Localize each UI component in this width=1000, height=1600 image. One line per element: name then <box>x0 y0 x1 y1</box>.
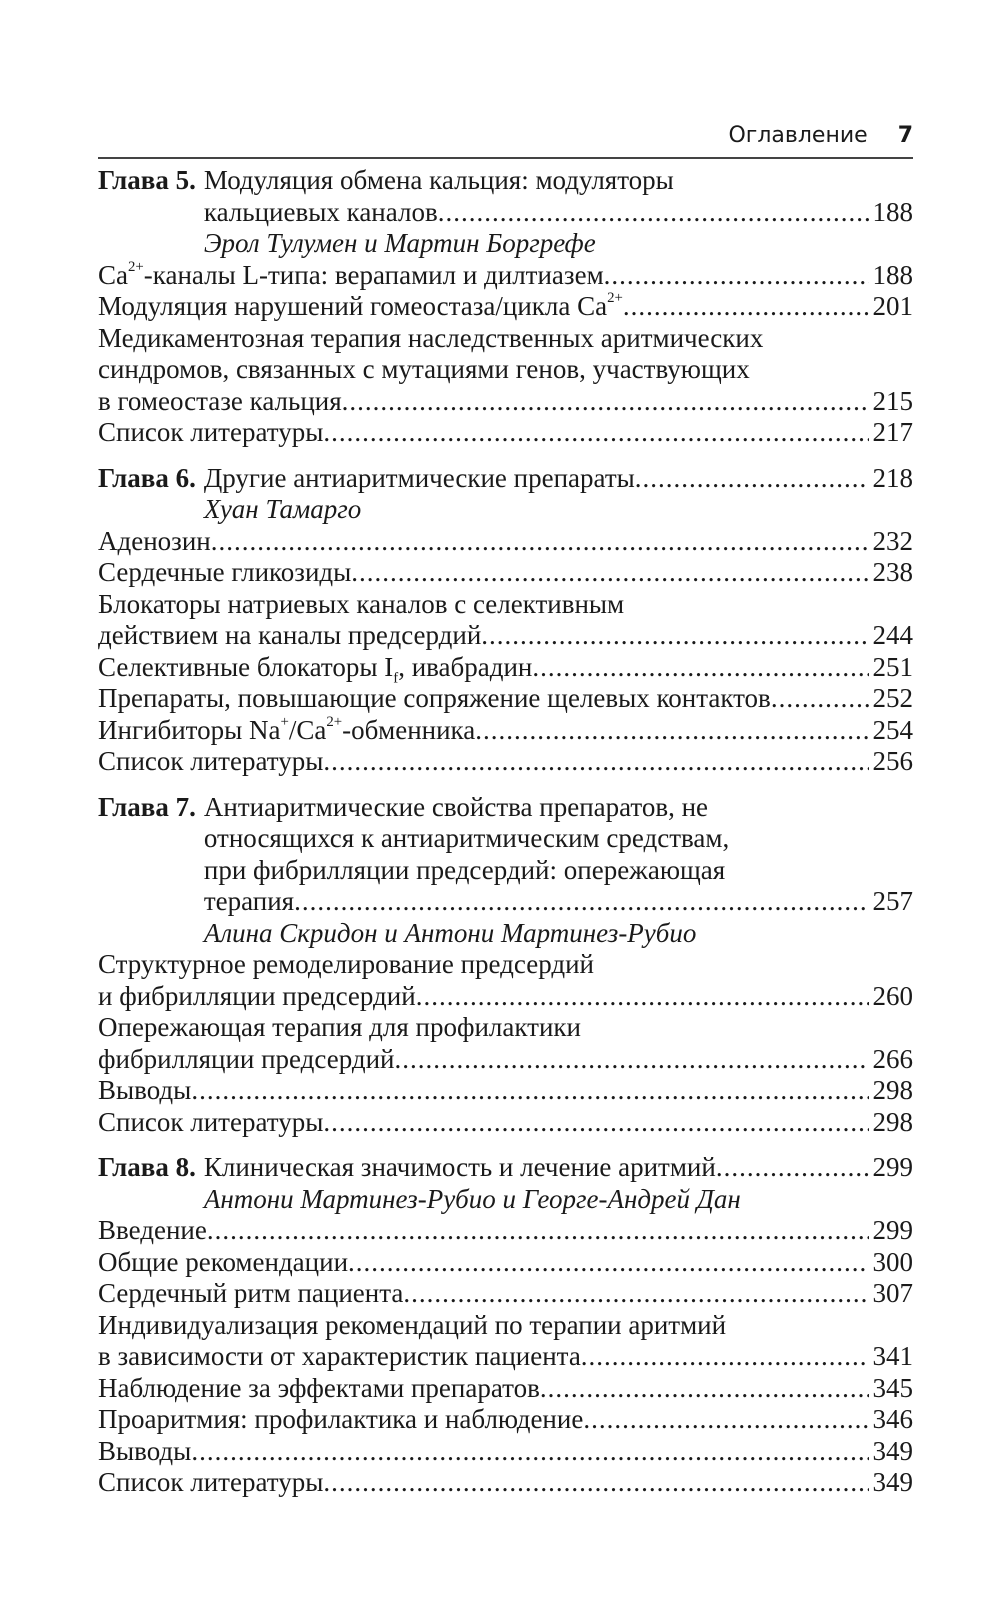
chapter-author: Алина Скридон и Антони Мартинез-Рубио <box>203 917 697 948</box>
dot-leader <box>438 197 869 229</box>
entry-page-number: 298 <box>872 1106 913 1137</box>
toc-entry[interactable] <box>98 1247 913 1279</box>
entry-title: Список литературы <box>98 417 324 447</box>
toc-entry[interactable] <box>98 589 913 652</box>
toc-leader-line <box>98 652 913 684</box>
entry-title: кальциевых каналов <box>203 196 438 227</box>
toc-leader-line <box>98 620 913 652</box>
chapter-page-number: 218 <box>872 462 913 493</box>
toc-leader-line <box>98 386 913 418</box>
toc-entry[interactable] <box>98 526 913 558</box>
entry-page-number: 349 <box>872 1467 913 1497</box>
chapter-label: Глава 6. <box>98 462 196 493</box>
header-rule <box>98 157 913 159</box>
toc-entry[interactable] <box>98 652 913 684</box>
entry-page-number: 244 <box>872 620 913 650</box>
entry-page-number: 300 <box>872 1246 913 1277</box>
chapter-label: Глава 7. <box>98 791 196 822</box>
chapter-author: Хуан Тамарго <box>203 494 362 524</box>
toc-entry[interactable] <box>98 715 913 747</box>
toc-leader-line <box>204 463 913 495</box>
toc-leader-line <box>98 1373 913 1405</box>
toc-leader-line <box>98 1044 913 1076</box>
subscript: f <box>393 669 399 683</box>
entry-page-number: 345 <box>872 1372 913 1403</box>
toc-leader-line <box>98 1467 913 1499</box>
entry-title-line: Блокаторы натриевых каналов с селективным <box>98 588 625 619</box>
entry-title: Сердечные гликозиды <box>98 557 352 587</box>
toc-entry[interactable] <box>98 260 913 292</box>
entry-title: действием на каналы предсердий <box>98 620 482 650</box>
entry-title: и фибрилляции предсердий <box>98 980 416 1011</box>
dot-leader <box>475 715 868 747</box>
entry-title: терапия <box>203 886 295 916</box>
toc-entry[interactable] <box>98 323 913 418</box>
entry-title: Введение <box>98 1215 207 1245</box>
entry-title: Модуляция нарушений гомеостаза/цикла $Ca^{2+}$ <box>98 291 623 321</box>
entry-title: Препараты, повышающие сопряжение щелевых контактов <box>98 683 771 713</box>
toc-entry[interactable] <box>98 557 913 589</box>
toc-leader-line <box>98 260 913 292</box>
table-of-contents <box>98 165 913 1499</box>
dot-leader <box>416 981 869 1013</box>
entry-page-number: 251 <box>872 651 913 682</box>
toc-entry[interactable] <box>98 1107 913 1139</box>
chapter-label: Глава 5. <box>98 165 196 195</box>
entry-title-line: Опережающая терапия для профилактики <box>98 1012 581 1042</box>
superscript: 2+ <box>326 714 343 730</box>
dot-leader <box>581 1341 869 1373</box>
toc-entry[interactable] <box>98 1012 913 1075</box>
entry-page-number: 349 <box>872 1435 913 1466</box>
chapter-title <box>204 1152 913 1215</box>
chapter-title <box>204 463 913 526</box>
toc-leader-line <box>98 683 913 715</box>
entry-title: Список литературы <box>98 746 324 776</box>
entry-title: в зависимости от характеристик пациента <box>98 1341 581 1371</box>
chapter-block <box>98 463 913 778</box>
chapter-title <box>204 792 913 950</box>
chapter-block <box>98 165 913 449</box>
entry-title: Наблюдение за эффектами препаратов <box>98 1372 540 1403</box>
toc-leader-line <box>98 557 913 589</box>
toc-leader-line <box>98 981 913 1013</box>
dot-leader <box>294 886 868 918</box>
chapter-label: Глава 8. <box>98 1152 196 1182</box>
entry-title-line: Структурное ремоделирование предсердий <box>98 949 594 979</box>
dot-leader <box>323 746 868 778</box>
header-title: Оглавление <box>728 123 868 148</box>
toc-entry[interactable] <box>98 1436 913 1468</box>
dot-leader <box>604 260 869 292</box>
chapter-title <box>204 165 913 260</box>
entry-page-number: 260 <box>872 980 913 1011</box>
entry-title: Список литературы <box>98 1106 324 1137</box>
toc-leader-line <box>98 1404 913 1436</box>
toc-entry[interactable] <box>98 1467 913 1499</box>
entry-page-number: 299 <box>872 1215 913 1245</box>
toc-entry[interactable] <box>98 417 913 449</box>
dot-leader <box>540 1373 869 1405</box>
toc-leader-line <box>98 526 913 558</box>
toc-entry[interactable] <box>98 746 913 778</box>
entry-title-line: Медикаментозная терапия наследственных аритмических <box>98 322 764 353</box>
toc-leader-line <box>98 291 913 323</box>
dot-leader <box>771 683 869 715</box>
entry-title-line: Индивидуализация рекомендаций по терапии аритмий <box>98 1309 727 1340</box>
chapter-author: Эрол Тулумен и Мартин Боргрефе <box>203 228 596 258</box>
chapter-page-number: 188 <box>872 196 913 227</box>
entry-title: Аденозин <box>98 525 211 556</box>
toc-entry[interactable] <box>98 1310 913 1373</box>
entry-title: в гомеостазе кальция <box>98 385 342 416</box>
chapter-title-line: при фибрилляции предсердий: опережающая <box>203 854 726 885</box>
dot-leader <box>532 652 868 684</box>
toc-entry[interactable] <box>98 1215 913 1247</box>
toc-leader-line <box>98 715 913 747</box>
toc-leader-line <box>98 746 913 778</box>
toc-page <box>98 118 913 1499</box>
chapter-heading[interactable] <box>98 463 913 526</box>
entry-page-number: 298 <box>872 1075 913 1105</box>
toc-leader-line <box>204 1152 913 1184</box>
dot-leader <box>191 1436 868 1468</box>
dot-leader <box>403 1278 868 1310</box>
toc-leader-line <box>98 1278 913 1310</box>
entry-title: Выводы <box>98 1435 192 1466</box>
running-header <box>98 118 913 154</box>
dot-leader <box>323 1107 868 1139</box>
toc-leader-line <box>98 1436 913 1468</box>
dot-leader <box>351 557 868 589</box>
entry-page-number: 217 <box>872 417 913 447</box>
dot-leader <box>211 526 869 558</box>
toc-entry[interactable] <box>98 1373 913 1405</box>
toc-leader-line <box>98 417 913 449</box>
entry-page-number: 215 <box>872 385 913 416</box>
chapter-author: Антони Мартинез-Рубио и Георге-Андрей Дан <box>203 1183 741 1214</box>
toc-entry[interactable] <box>98 1075 913 1107</box>
toc-leader-line <box>98 1341 913 1373</box>
dot-leader <box>207 1215 869 1247</box>
toc-leader-line <box>98 1075 913 1107</box>
toc-entry[interactable] <box>98 949 913 1012</box>
entry-page-number: 238 <box>872 557 913 587</box>
entry-title: Выводы <box>98 1075 192 1105</box>
chapter-heading[interactable] <box>98 792 913 950</box>
chapter-title-line: относящихся к антиаритмическим средствам, <box>203 823 730 853</box>
entry-title: Общие рекомендации <box>98 1246 349 1277</box>
chapter-page-number: 299 <box>872 1152 913 1182</box>
chapter-heading[interactable] <box>98 1152 913 1215</box>
entry-page-number: 252 <box>872 683 913 713</box>
dot-leader <box>342 386 869 418</box>
entry-title: Проаритмия: профилактика и наблюдение <box>98 1404 584 1434</box>
toc-entry[interactable] <box>98 683 913 715</box>
entry-page-number: 256 <box>872 746 913 776</box>
superscript: 2+ <box>607 291 623 307</box>
superscript: 2+ <box>128 259 144 275</box>
chapter-block <box>98 1152 913 1499</box>
entry-title: $Ca^{2+}$-каналы L-типа: верапамил и дилтиазем <box>98 259 604 290</box>
toc-entry[interactable] <box>98 1404 913 1436</box>
dot-leader <box>191 1075 868 1107</box>
entry-page-number: 188 <box>872 259 913 290</box>
entry-page-number: 346 <box>872 1404 913 1434</box>
entry-page-number: 307 <box>872 1278 913 1308</box>
dot-leader <box>623 291 869 323</box>
chapter-title-line: Антиаритмические свойства препаратов, не <box>203 791 709 822</box>
toc-leader-line <box>98 1215 913 1247</box>
chapter-block <box>98 792 913 1139</box>
toc-leader-line <box>204 886 913 918</box>
entry-title-line: синдромов, связанных с мутациями генов, участвующих <box>98 354 750 384</box>
entry-title: фибрилляции предсердий <box>98 1043 395 1074</box>
entry-title: Ингибиторы $Na^+/Ca^{2+}$-обменника <box>98 714 476 745</box>
superscript: + <box>280 714 289 730</box>
entry-page-number: 266 <box>872 1043 913 1074</box>
dot-leader <box>583 1404 868 1436</box>
dot-leader <box>635 463 869 495</box>
chapter-heading[interactable] <box>98 165 913 260</box>
entry-title: Селективные блокаторы $I_f$, ивабрадин <box>98 652 532 684</box>
header-page-number: 7 <box>897 123 913 148</box>
entry-title: Сердечный ритм пациента <box>98 1278 404 1308</box>
dot-leader <box>481 620 868 652</box>
entry-title: Клиническая значимость и лечение аритмий <box>203 1152 716 1182</box>
entry-title: Список литературы <box>98 1467 324 1497</box>
dot-leader <box>395 1044 869 1076</box>
entry-page-number: 254 <box>872 714 913 745</box>
entry-page-number: 232 <box>872 525 913 556</box>
entry-page-number: 201 <box>872 291 913 321</box>
toc-entry[interactable] <box>98 291 913 323</box>
toc-leader-line <box>204 197 913 229</box>
dot-leader <box>323 417 868 449</box>
entry-page-number: 341 <box>872 1341 913 1371</box>
entry-title: Другие антиаритмические препараты <box>203 462 635 493</box>
toc-leader-line <box>98 1247 913 1279</box>
dot-leader <box>348 1247 868 1279</box>
toc-entry[interactable] <box>98 1278 913 1310</box>
chapter-page-number: 257 <box>872 886 913 916</box>
toc-leader-line <box>98 1107 913 1139</box>
chapter-title-line: Модуляция обмена кальция: модуляторы <box>203 165 674 195</box>
dot-leader <box>323 1467 868 1499</box>
dot-leader <box>716 1152 869 1184</box>
